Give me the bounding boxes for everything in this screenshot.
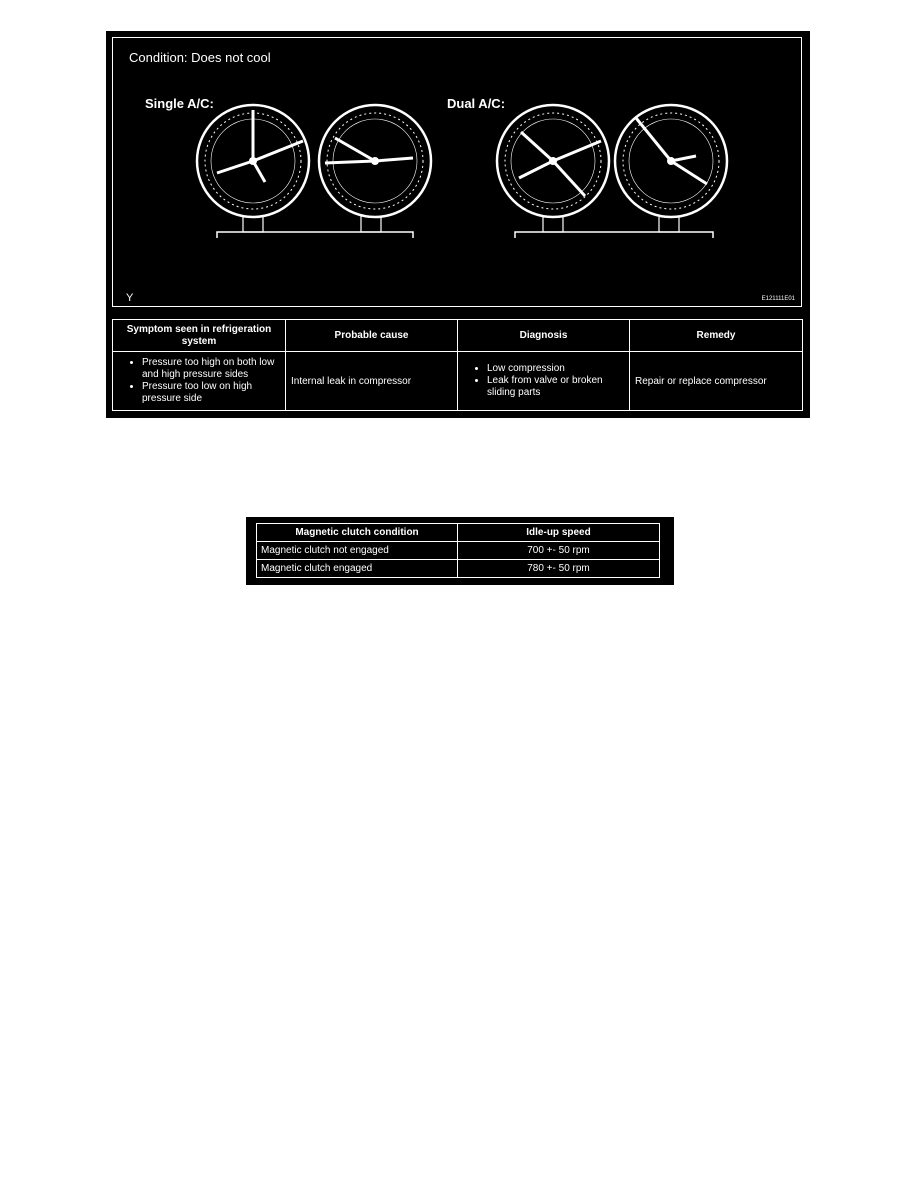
header-clutch-condition: Magnetic clutch condition [257,524,458,542]
manifold-gauges-illustration [113,38,803,308]
header-idle-speed: Idle-up speed [458,524,660,542]
table-row [257,542,660,560]
table-row [257,560,660,578]
remedy-cell: Repair or replace compressor [630,352,803,411]
gauge-single-high [319,105,431,217]
gauge-single-low [197,105,309,217]
figure-code: E121111E01 [761,296,795,302]
list-item: • Leak from valve or broken sliding parts [487,375,624,399]
symptom-cell [113,352,286,411]
gauge-dual-low [497,105,609,217]
diagnosis-cell [458,352,630,411]
dual-ac-label: Dual A/C: [447,96,506,111]
header-remedy: Remedy [630,320,803,352]
header-diagnosis: Diagnosis [458,320,630,352]
diagnosis-header-row [113,320,803,352]
idle-speed-cell: 780 +- 50 rpm [458,560,660,578]
condition-title: Condition: Does not cool [129,50,271,65]
clutch-condition-cell: Magnetic clutch engaged [257,560,458,578]
idle-speed-panel [246,517,674,585]
figure-panel [106,31,810,418]
symptom-list [118,357,280,405]
diagnosis-table [112,319,803,411]
list-item: • Pressure too high on both low and high pressure sides [142,357,280,381]
header-probable-cause: Probable cause [286,320,458,352]
idle-speed-cell: 700 +- 50 rpm [458,542,660,560]
gauge-diagram [112,37,802,307]
single-ac-label: Single A/C: [145,96,214,111]
diagnosis-list [463,363,624,399]
list-item: • Pressure too low on high pressure side [142,381,280,405]
clutch-condition-cell: Magnetic clutch not engaged [257,542,458,560]
cause-cell: Internal leak in compressor [286,352,458,411]
header-symptom: Symptom seen in refrigeration system [113,320,286,352]
idle-speed-table [256,523,660,578]
idle-header-row [257,524,660,542]
corner-letter: Y [126,292,134,304]
gauge-dual-high [615,105,727,217]
table-row [113,352,803,411]
list-item: • Low compression [487,363,624,375]
